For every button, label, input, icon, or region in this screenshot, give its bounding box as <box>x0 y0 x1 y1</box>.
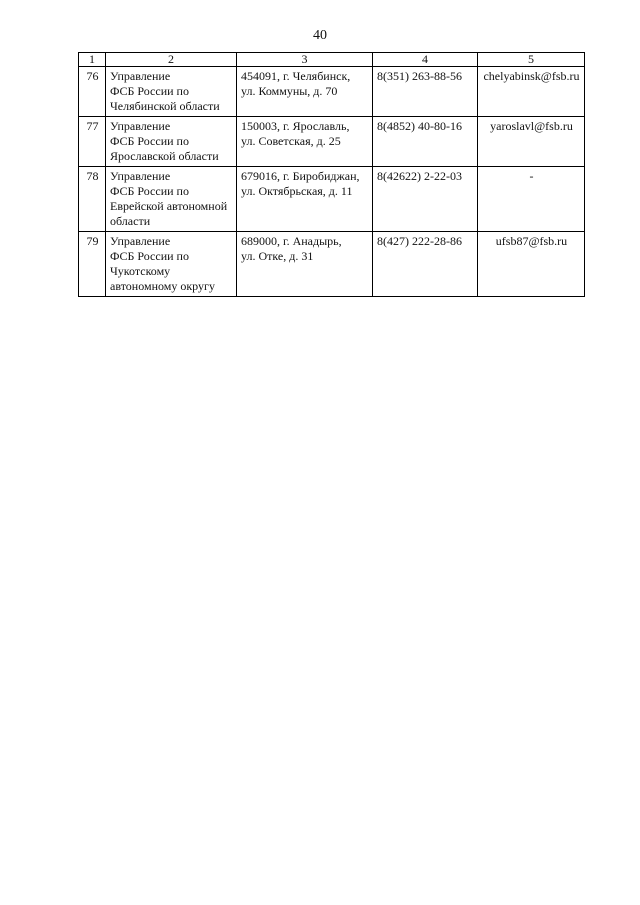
column-header-3: 3 <box>237 53 373 67</box>
office-name: Управление ФСБ России по Ярославской области <box>106 117 237 167</box>
table-row <box>79 167 585 232</box>
page-number: 40 <box>313 28 327 43</box>
table-row <box>79 117 585 167</box>
column-header-4: 4 <box>373 53 478 67</box>
office-address: 150003, г. Ярославль, ул. Советская, д. 25 <box>237 117 373 167</box>
office-address: 689000, г. Анадырь, ул. Отке, д. 31 <box>237 232 373 297</box>
office-email: - <box>478 167 585 232</box>
column-header-5: 5 <box>478 53 585 67</box>
table-row <box>79 67 585 117</box>
column-header-1: 1 <box>79 53 106 67</box>
office-phone: 8(351) 263-88-56 <box>373 67 478 117</box>
office-email: ufsb87@fsb.ru <box>478 232 585 297</box>
office-email: chelyabinsk@fsb.ru <box>478 67 585 117</box>
fsb-offices-table <box>78 52 585 297</box>
row-number: 78 <box>79 167 106 232</box>
column-header-2: 2 <box>106 53 237 67</box>
table-header-row <box>79 53 585 67</box>
office-name: Управление ФСБ России по Чукотскому автономному округу <box>106 232 237 297</box>
office-phone: 8(4852) 40-80-16 <box>373 117 478 167</box>
table-row <box>79 232 585 297</box>
office-name: Управление ФСБ России по Челябинской области <box>106 67 237 117</box>
row-number: 76 <box>79 67 106 117</box>
office-email: yaroslavl@fsb.ru <box>478 117 585 167</box>
office-address: 454091, г. Челябинск, ул. Коммуны, д. 70 <box>237 67 373 117</box>
row-number: 77 <box>79 117 106 167</box>
office-phone: 8(42622) 2-22-03 <box>373 167 478 232</box>
office-phone: 8(427) 222-28-86 <box>373 232 478 297</box>
office-address: 679016, г. Биробиджан, ул. Октябрьская, д. 11 <box>237 167 373 232</box>
row-number: 79 <box>79 232 106 297</box>
office-name: Управление ФСБ России по Еврейской автономной области <box>106 167 237 232</box>
